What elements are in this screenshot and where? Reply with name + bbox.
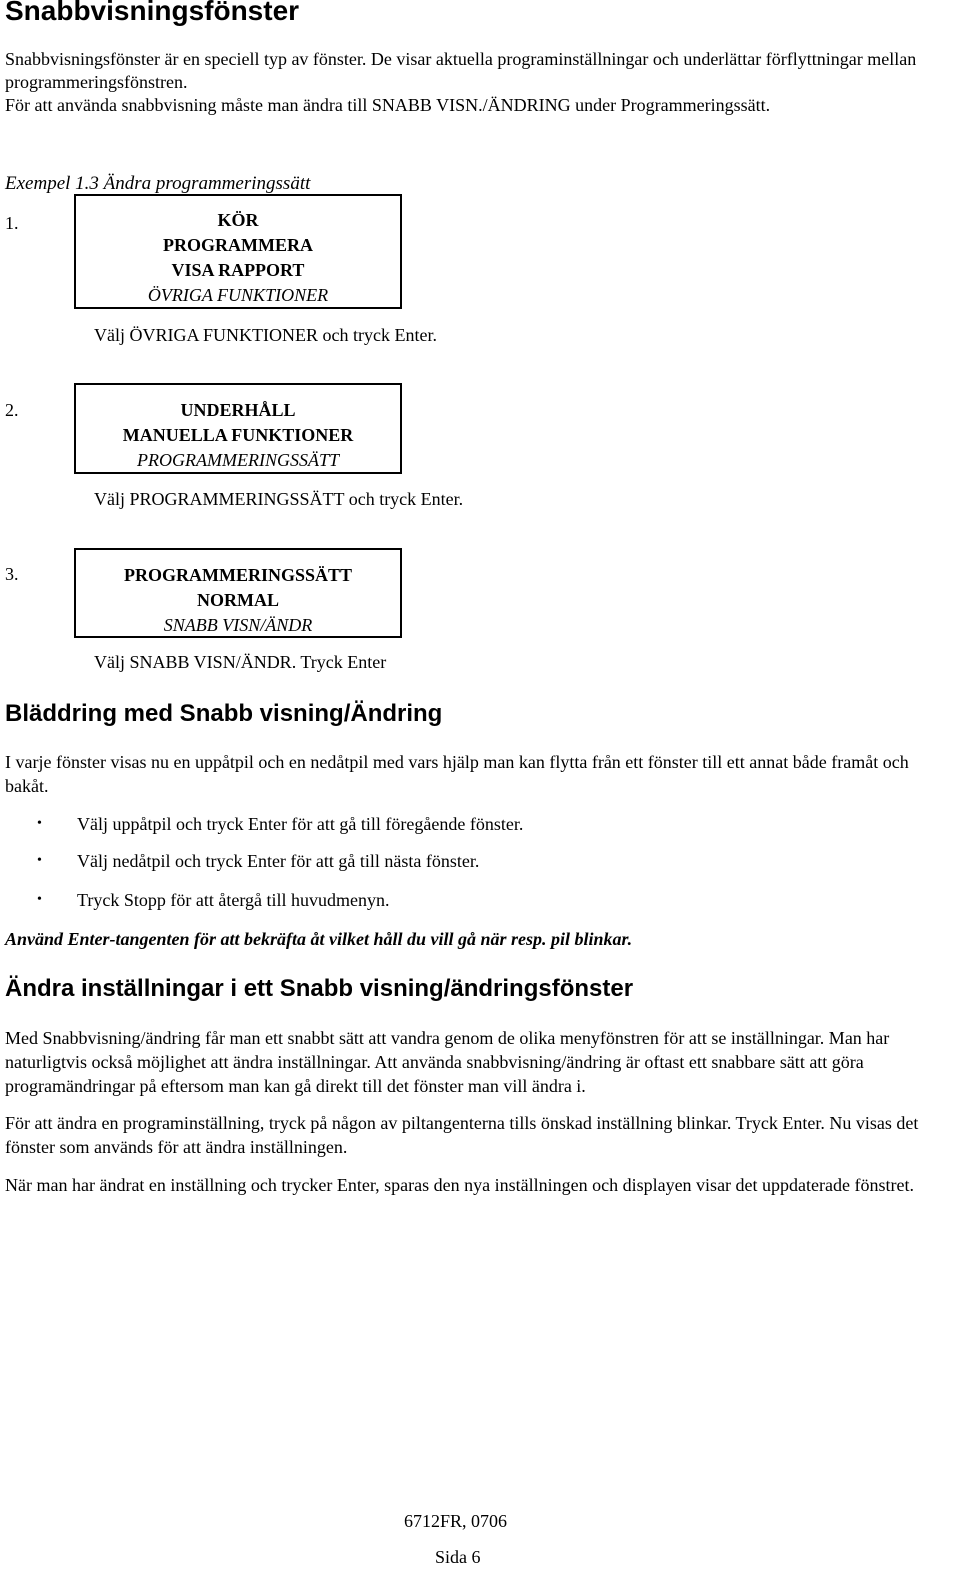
section-paragraph: Med Snabbvisning/ändring får man ett snabbt sätt att vandra genom de olika menyfönstren för att se inställningar. Man har naturligtvis också möjlighet att ändra inställningar. Att använda snabbvisning/ändring är oftast ett snabbare sätt att göra programändringar på eftersom man kan gå direkt till det fönster man vill ändra i. [5,1028,890,1096]
list-item-text: Välj uppåtpil och tryck Enter för att gå till föregående fönster. [77,814,524,834]
menu-option: UNDERHÅLL [180,400,296,420]
menu-option-selected: SNABB VISN/ÄNDR [163,615,313,635]
page-title: Snabbvisningsfönster [5,0,300,26]
step-instruction: Välj SNABB VISN/ÄNDR. Tryck Enter [94,652,387,672]
menu-option-selected: PROGRAMMERINGSSÄTT [137,450,339,470]
menu-option: PROGRAMMERA [163,235,313,255]
bullet-icon: • [37,816,42,831]
display-screen-step-3 [74,548,402,638]
step-number: 2. [5,400,19,420]
step-instruction: Välj PROGRAMMERINGSSÄTT och tryck Enter. [94,489,464,509]
section-heading: Ändra inställningar i ett Snabb visning/ändringsfönster [5,975,634,1002]
bullet-icon: • [37,853,42,868]
menu-option: MANUELLA FUNKTIONER [122,425,354,445]
intro-line-1: Snabbvisningsfönster är en speciell typ av fönster. De visar aktuella programinställningar och underlättar förflyttningar mellan programmeringsfönstren. [5,49,917,92]
display-screen-step-2 [74,383,402,474]
document-code: 6712FR, 0706 [404,1511,508,1531]
step-number: 1. [5,213,19,233]
step-number: 3. [5,564,19,584]
menu-option: PROGRAMMERINGSSÄTT [123,565,352,585]
section-paragraph: I varje fönster visas nu en uppåtpil och en nedåtpil med vars hjälp man kan flytta från ett fönster till ett annat både framåt och bakåt. [5,752,909,796]
list-item-text: Välj nedåtpil och tryck Enter för att gå till nästa fönster. [77,851,480,871]
section-paragraph: För att ändra en programinställning, tryck på någon av piltangenterna tills önskad inställning blinkar. Tryck Enter. Nu visas det fönster som används för att ändra inställningen. [5,1113,919,1157]
example-label: Exempel 1.3 Ändra programmeringssätt [5,173,311,194]
menu-option: KÖR [217,210,259,230]
section-heading: Bläddring med Snabb visning/Ändring [5,700,443,727]
note-text: Använd Enter-tangenten för att bekräfta åt vilket håll du vill gå när resp. pil blinkar. [5,929,633,949]
list-item-text: Tryck Stopp för att återgå till huvudmenyn. [77,890,390,910]
bullet-icon: • [37,892,42,907]
display-screen-step-1 [74,194,402,309]
intro-line-2: För att använda snabbvisning måste man ändra till SNABB VISN./ÄNDRING under Programmeringssätt. [5,95,771,115]
menu-option: VISA RAPPORT [171,260,305,280]
step-instruction: Välj ÖVRIGA FUNKTIONER och tryck Enter. [94,325,437,345]
intro-text [5,48,945,117]
section-paragraph: När man har ändrat en inställning och trycker Enter, sparas den nya inställningen och displayen visar det uppdaterade fönstret. [5,1175,914,1195]
page-number: Sida 6 [435,1547,481,1567]
menu-option-selected: ÖVRIGA FUNKTIONER [147,285,329,305]
menu-option: NORMAL [197,590,279,610]
